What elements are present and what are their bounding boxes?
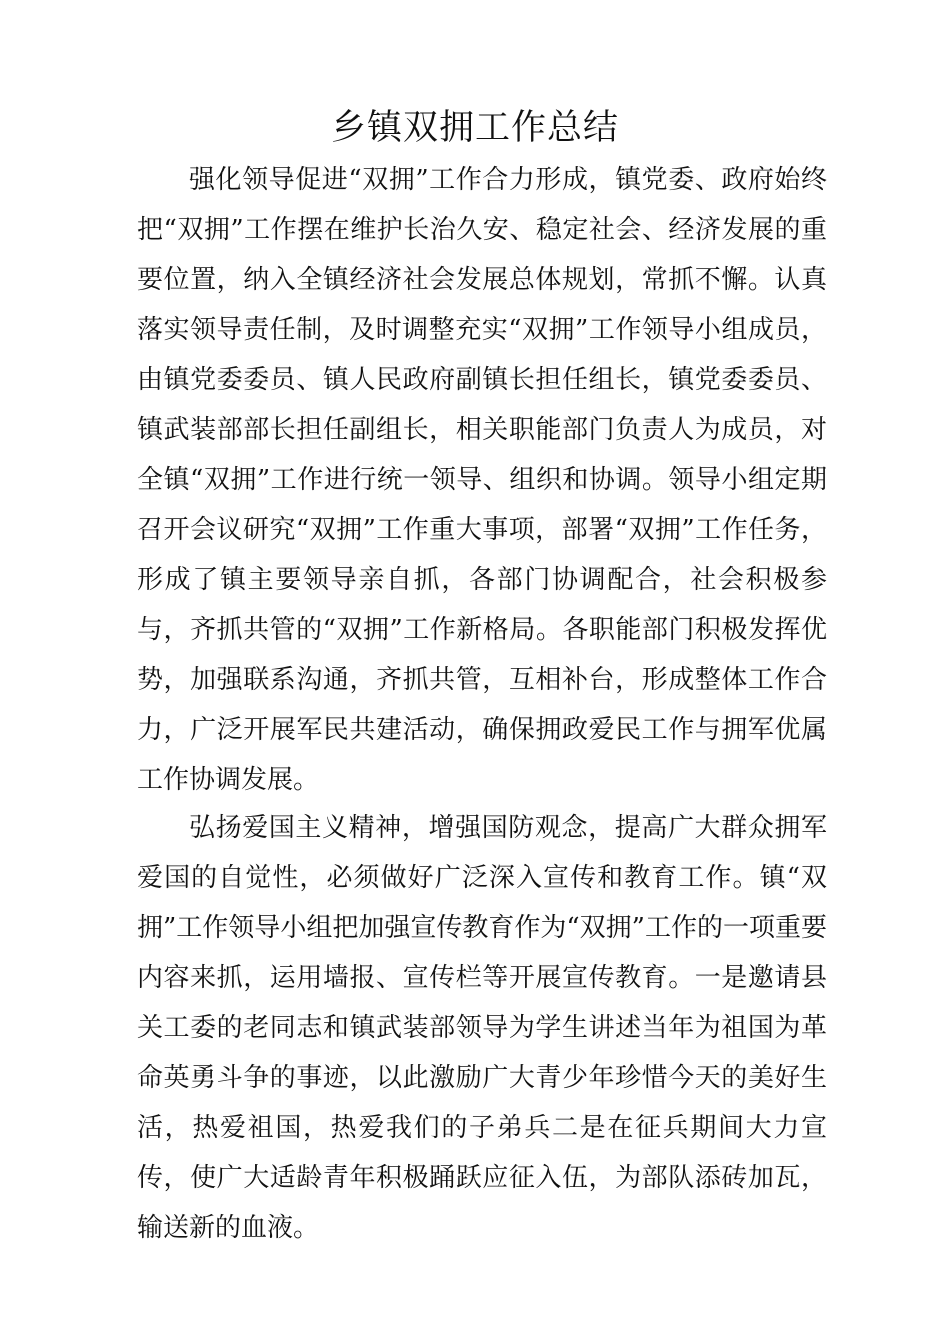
document-title: 乡镇双拥工作总结 bbox=[330, 108, 619, 148]
paragraph-leadership: 强化领导促进“双拥”工作合力形成，镇党委、政府始终把“双拥”工作摆在维护长治久安、稳定社会、经济发展的重要位置，纳入全镇经济社会发展总体规划，常抓不懈。认真落实领导责任制，及时调整充实“双拥”工作领导小组成员，由镇党委委员、镇人民政府副镇长担任组长，镇党委委员、镇武装部部长担任副组长，相关职能部门负责人为成员，对全镇“双拥”工作进行统一领导、组织和协调。领导小组定期召开会议研究“双拥”工作重大事项，部署“双拥”工作任务，形成了镇主要领导亲自抓，各部门协调配合，社会积极参与，齐抓共管的“双拥”工作新格局。各职能部门积极发挥优势，加强联系沟通，齐抓共管，互相补台，形成整体工作合力，广泛开展军民共建活动，确保拥政爱民工作与拥军优属工作协调发展。 bbox=[137, 165, 827, 795]
paragraph-patriotism: 弘扬爱国主义精神，增强国防观念，提高广大群众拥军爱国的自觉性，必须做好广泛深入宣传和教育工作。镇“双拥”工作领导小组把加强宣传教育作为“双拥”工作的一项重要内容来抓，运用墙报、宣传栏等开展宣传教育。一是邀请县关工委的老同志和镇武装部领导为学生讲述当年为祖国为革命英勇斗争的事迹，以此激励广大青少年珍惜今天的美好生活，热爱祖国，热爱我们的子弟兵二是在征兵期间大力宣传，使广大适龄青年积极踊跃应征入伍，为部队添砖加瓦，输送新的血液。 bbox=[137, 813, 827, 1243]
